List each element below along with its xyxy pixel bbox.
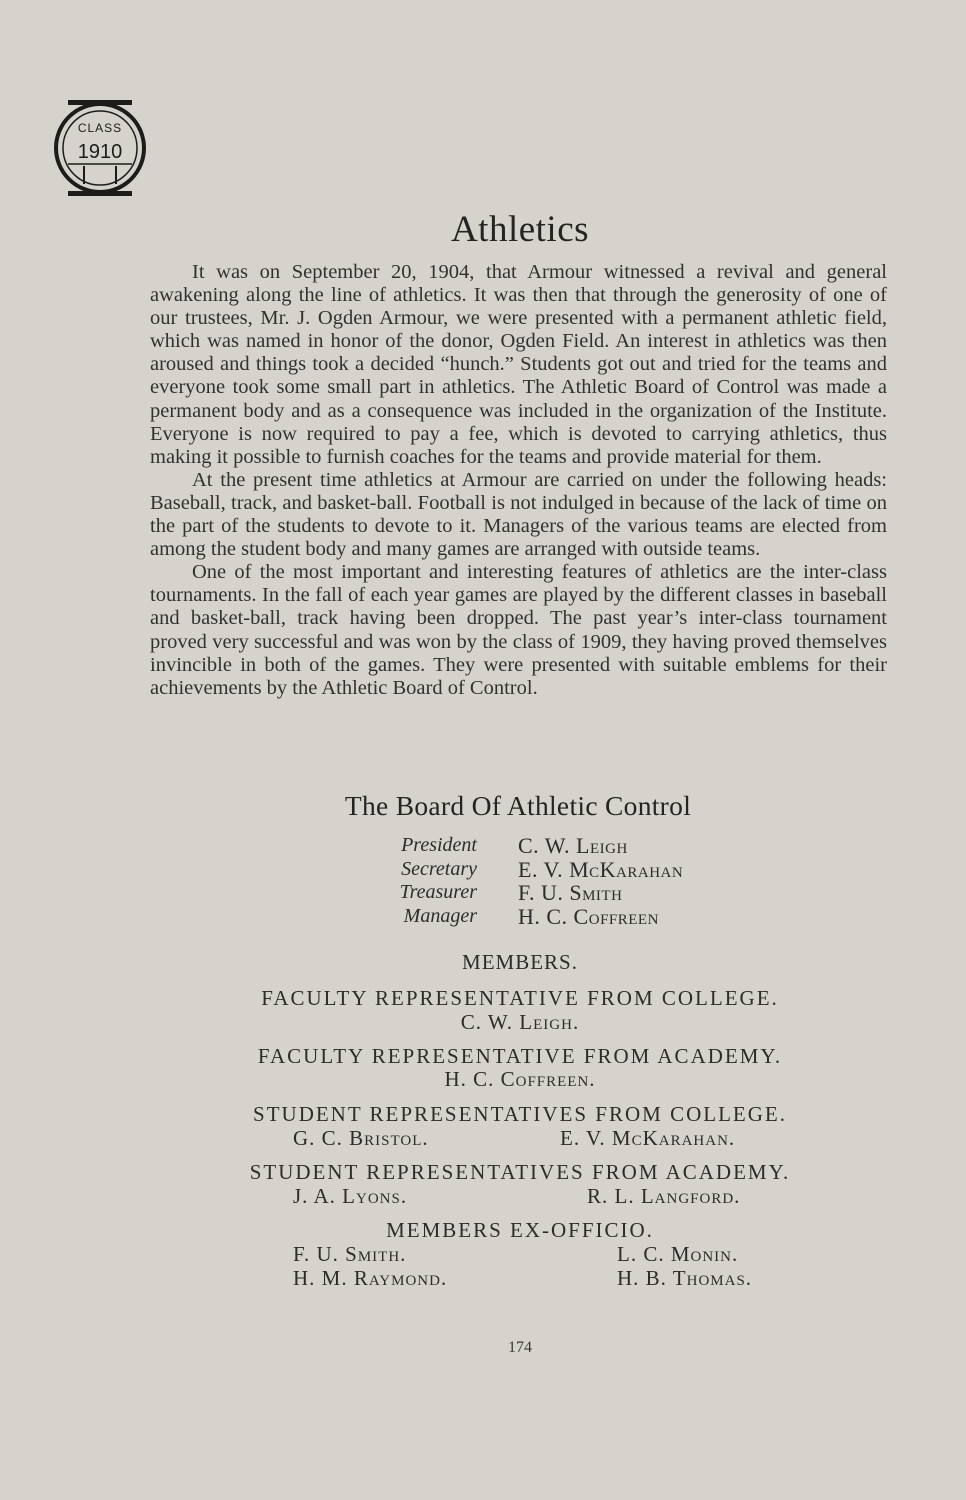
officer-name: F. U. Smith bbox=[518, 880, 623, 905]
officer-role: President bbox=[401, 834, 477, 856]
officers-list bbox=[300, 834, 800, 928]
student-college-name-2: E. V. McKarahan. bbox=[560, 1126, 736, 1150]
officer-role: Treasurer bbox=[399, 881, 477, 903]
paragraph-3: One of the most important and interesting features of athletics are the inter-class tournaments. In the fall of each year games are played by the different classes in baseball and basket-ball, track having been dropped. The past year’s inter-class tournament proved very successful and was won by the class of 1909, they having proved themselves invincible in both of the games. They were presented with suitable emblems for their achievements by the Athletic Board of Control. bbox=[150, 561, 887, 699]
officer-name: E. V. McKarahan bbox=[518, 856, 684, 882]
officer-row bbox=[300, 905, 800, 929]
faculty-college-name: C. W. Leigh. bbox=[460, 1010, 580, 1034]
ex-officio-name-2: L. C. Monin. bbox=[617, 1242, 739, 1266]
student-academy-heading: STUDENT REPRESENTATIVES FROM ACADEMY. bbox=[249, 1160, 791, 1184]
class-logo-emblem bbox=[50, 100, 150, 196]
paragraph-2: At the present time athletics at Armour are carried on under the following heads: Baseball, track, and basket-ball. Football is not indulged in because of the lack of time on the part of the students to devote to it. Managers of the various teams are elected from among the student body and many games are arranged with outside teams. bbox=[150, 468, 887, 561]
officer-row bbox=[300, 834, 800, 858]
page-number: 174 bbox=[508, 1339, 532, 1356]
faculty-academy-name: H. C. Coffreen. bbox=[444, 1067, 596, 1091]
officer-role: Secretary bbox=[401, 857, 477, 880]
officer-row bbox=[300, 858, 800, 882]
logo-class-text: CLASS bbox=[77, 121, 123, 135]
members-heading: MEMBERS. bbox=[462, 950, 578, 974]
ex-officio-name-3: H. M. Raymond. bbox=[293, 1266, 448, 1290]
logo-year-text: 1910 bbox=[77, 141, 123, 163]
officer-name: H. C. Coffreen bbox=[518, 903, 659, 929]
officer-name: C. W. Leigh bbox=[518, 833, 628, 858]
ex-officio-name-1: F. U. Smith. bbox=[293, 1242, 407, 1266]
ex-officio-name-4: H. B. Thomas. bbox=[617, 1266, 753, 1290]
board-title: The Board Of Athletic Control bbox=[344, 790, 692, 821]
student-academy-name-1: J. A. Lyons. bbox=[293, 1184, 408, 1208]
officer-role: Manager bbox=[403, 904, 477, 927]
page-title: Athletics bbox=[450, 209, 590, 250]
article-body bbox=[150, 261, 887, 700]
faculty-academy-heading: FACULTY REPRESENTATIVE FROM ACADEMY. bbox=[257, 1044, 783, 1068]
officer-row bbox=[300, 881, 800, 905]
ex-officio-heading: MEMBERS EX-OFFICIO. bbox=[386, 1218, 654, 1242]
faculty-college-heading: FACULTY REPRESENTATIVE FROM COLLEGE. bbox=[261, 986, 779, 1010]
student-college-name-1: G. C. Bristol. bbox=[293, 1126, 429, 1150]
paragraph-1: It was on September 20, 1904, that Armour witnessed a revival and general awakening along the line of athletics. It was then that through the generosity of one of our trustees, Mr. J. Ogden Armour, we were presented with a permanent athletic field, which was named in honor of the donor, Ogden Field. An interest in athletics was then aroused and things took a decided “hunch.” Students got out and tried for the teams and everyone took some small part in athletics. The Athletic Board of Control was made a permanent body and as a consequence was included in the organization of the Institute. Everyone is now required to pay a fee, which is devoted to carrying athletics, thus making it possible to furnish coaches for the teams and provide material for them. bbox=[150, 261, 887, 468]
student-academy-name-2: R. L. Langford. bbox=[587, 1184, 741, 1208]
student-college-heading: STUDENT REPRESENTATIVES FROM COLLEGE. bbox=[253, 1102, 787, 1126]
